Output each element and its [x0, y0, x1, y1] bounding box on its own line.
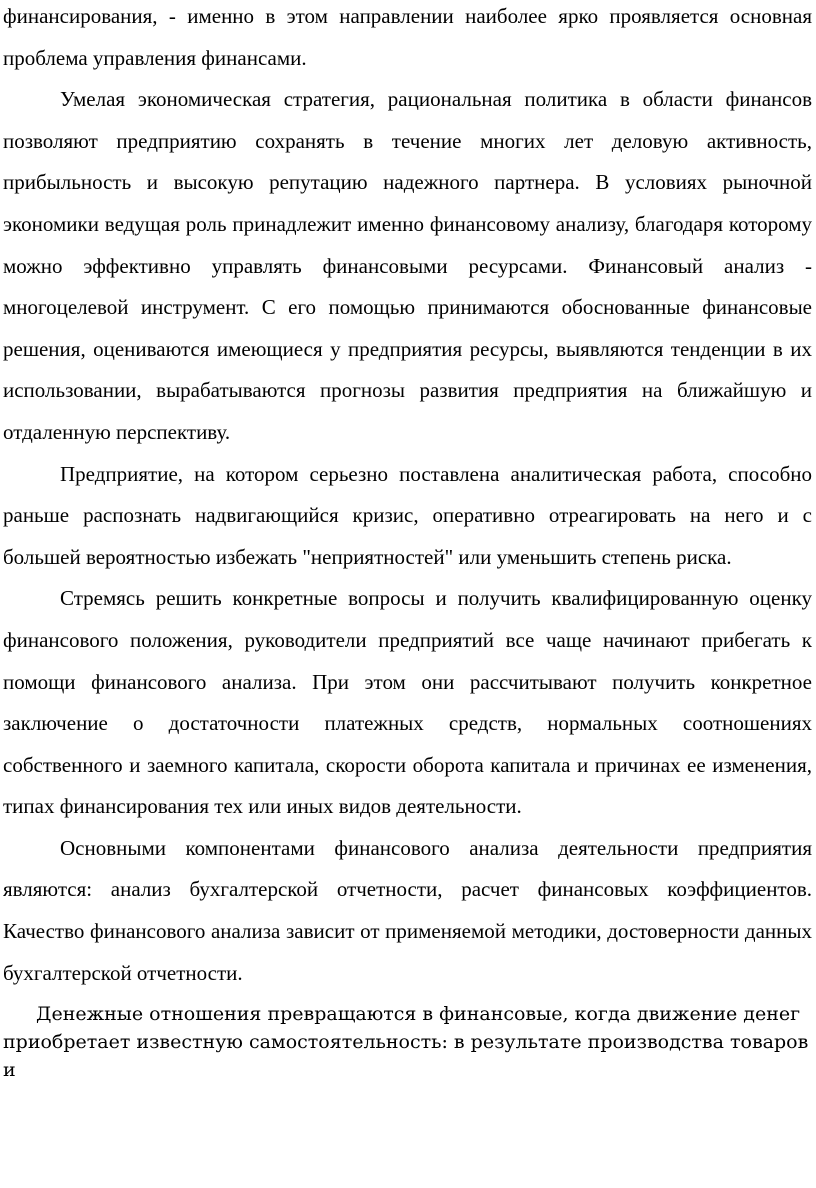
paragraph-managers: Стремясь решить конкретные вопросы и получить квалифицированную оценку финансового положения, руководители предприятий все чаще начинают прибегать к помощи финансового анализа. При этом они рассчитывают получить конкретное заключение о достаточности платежных средств, нормальных соотношениях собственного и заемного капитала, скорости оборота капитала и причинах ее изменения, типах финансирования тех или иных видов деятельности.: [3, 586, 812, 819]
paragraph-money-relations: Денежные отношения превращаются в финансовые, когда движение денег приобретает известную самостоятельность: в результате производства товаров и: [3, 1003, 809, 1082]
document-body: [3, 0, 812, 994]
paragraph-analytical-work: Предприятие, на котором серьезно поставлена аналитическая работа, способно раньше распознать надвигающийся кризис, оперативно отреагировать на него и с большей вероятностью избежать "неприятностей" или уменьшить степень риска.: [3, 461, 812, 569]
paragraph-strategy: Умелая экономическая стратегия, рациональная политика в области финансов позволяют предприятию сохранять в течение многих лет деловую активность, прибыльность и высокую репутацию надежного партнера. В условиях рыночной экономики ведущая роль принадлежит именно финансовому анализу, благодаря которому можно эффективно управлять финансовыми ресурсами. Финансовый анализ - многоцелевой инструмент. С его помощью принимаются обоснованные финансовые решения, оцениваются имеющиеся у предприятия ресурсы, выявляются тенденции в их использовании, вырабатываются прогнозы развития предприятия на ближайшую и отдаленную перспективу.: [3, 87, 812, 444]
paragraph-continuation: финансирования, - именно в этом направлении наиболее ярко проявляется основная проблема управления финансами.: [3, 4, 812, 70]
paragraph-components: Основными компонентами финансового анализа деятельности предприятия являются: анализ бухгалтерской отчетности, расчет финансовых коэффициентов. Качество финансового анализа зависит от применяемой методики, достоверности данных бухгалтерской отчетности.: [3, 835, 812, 985]
